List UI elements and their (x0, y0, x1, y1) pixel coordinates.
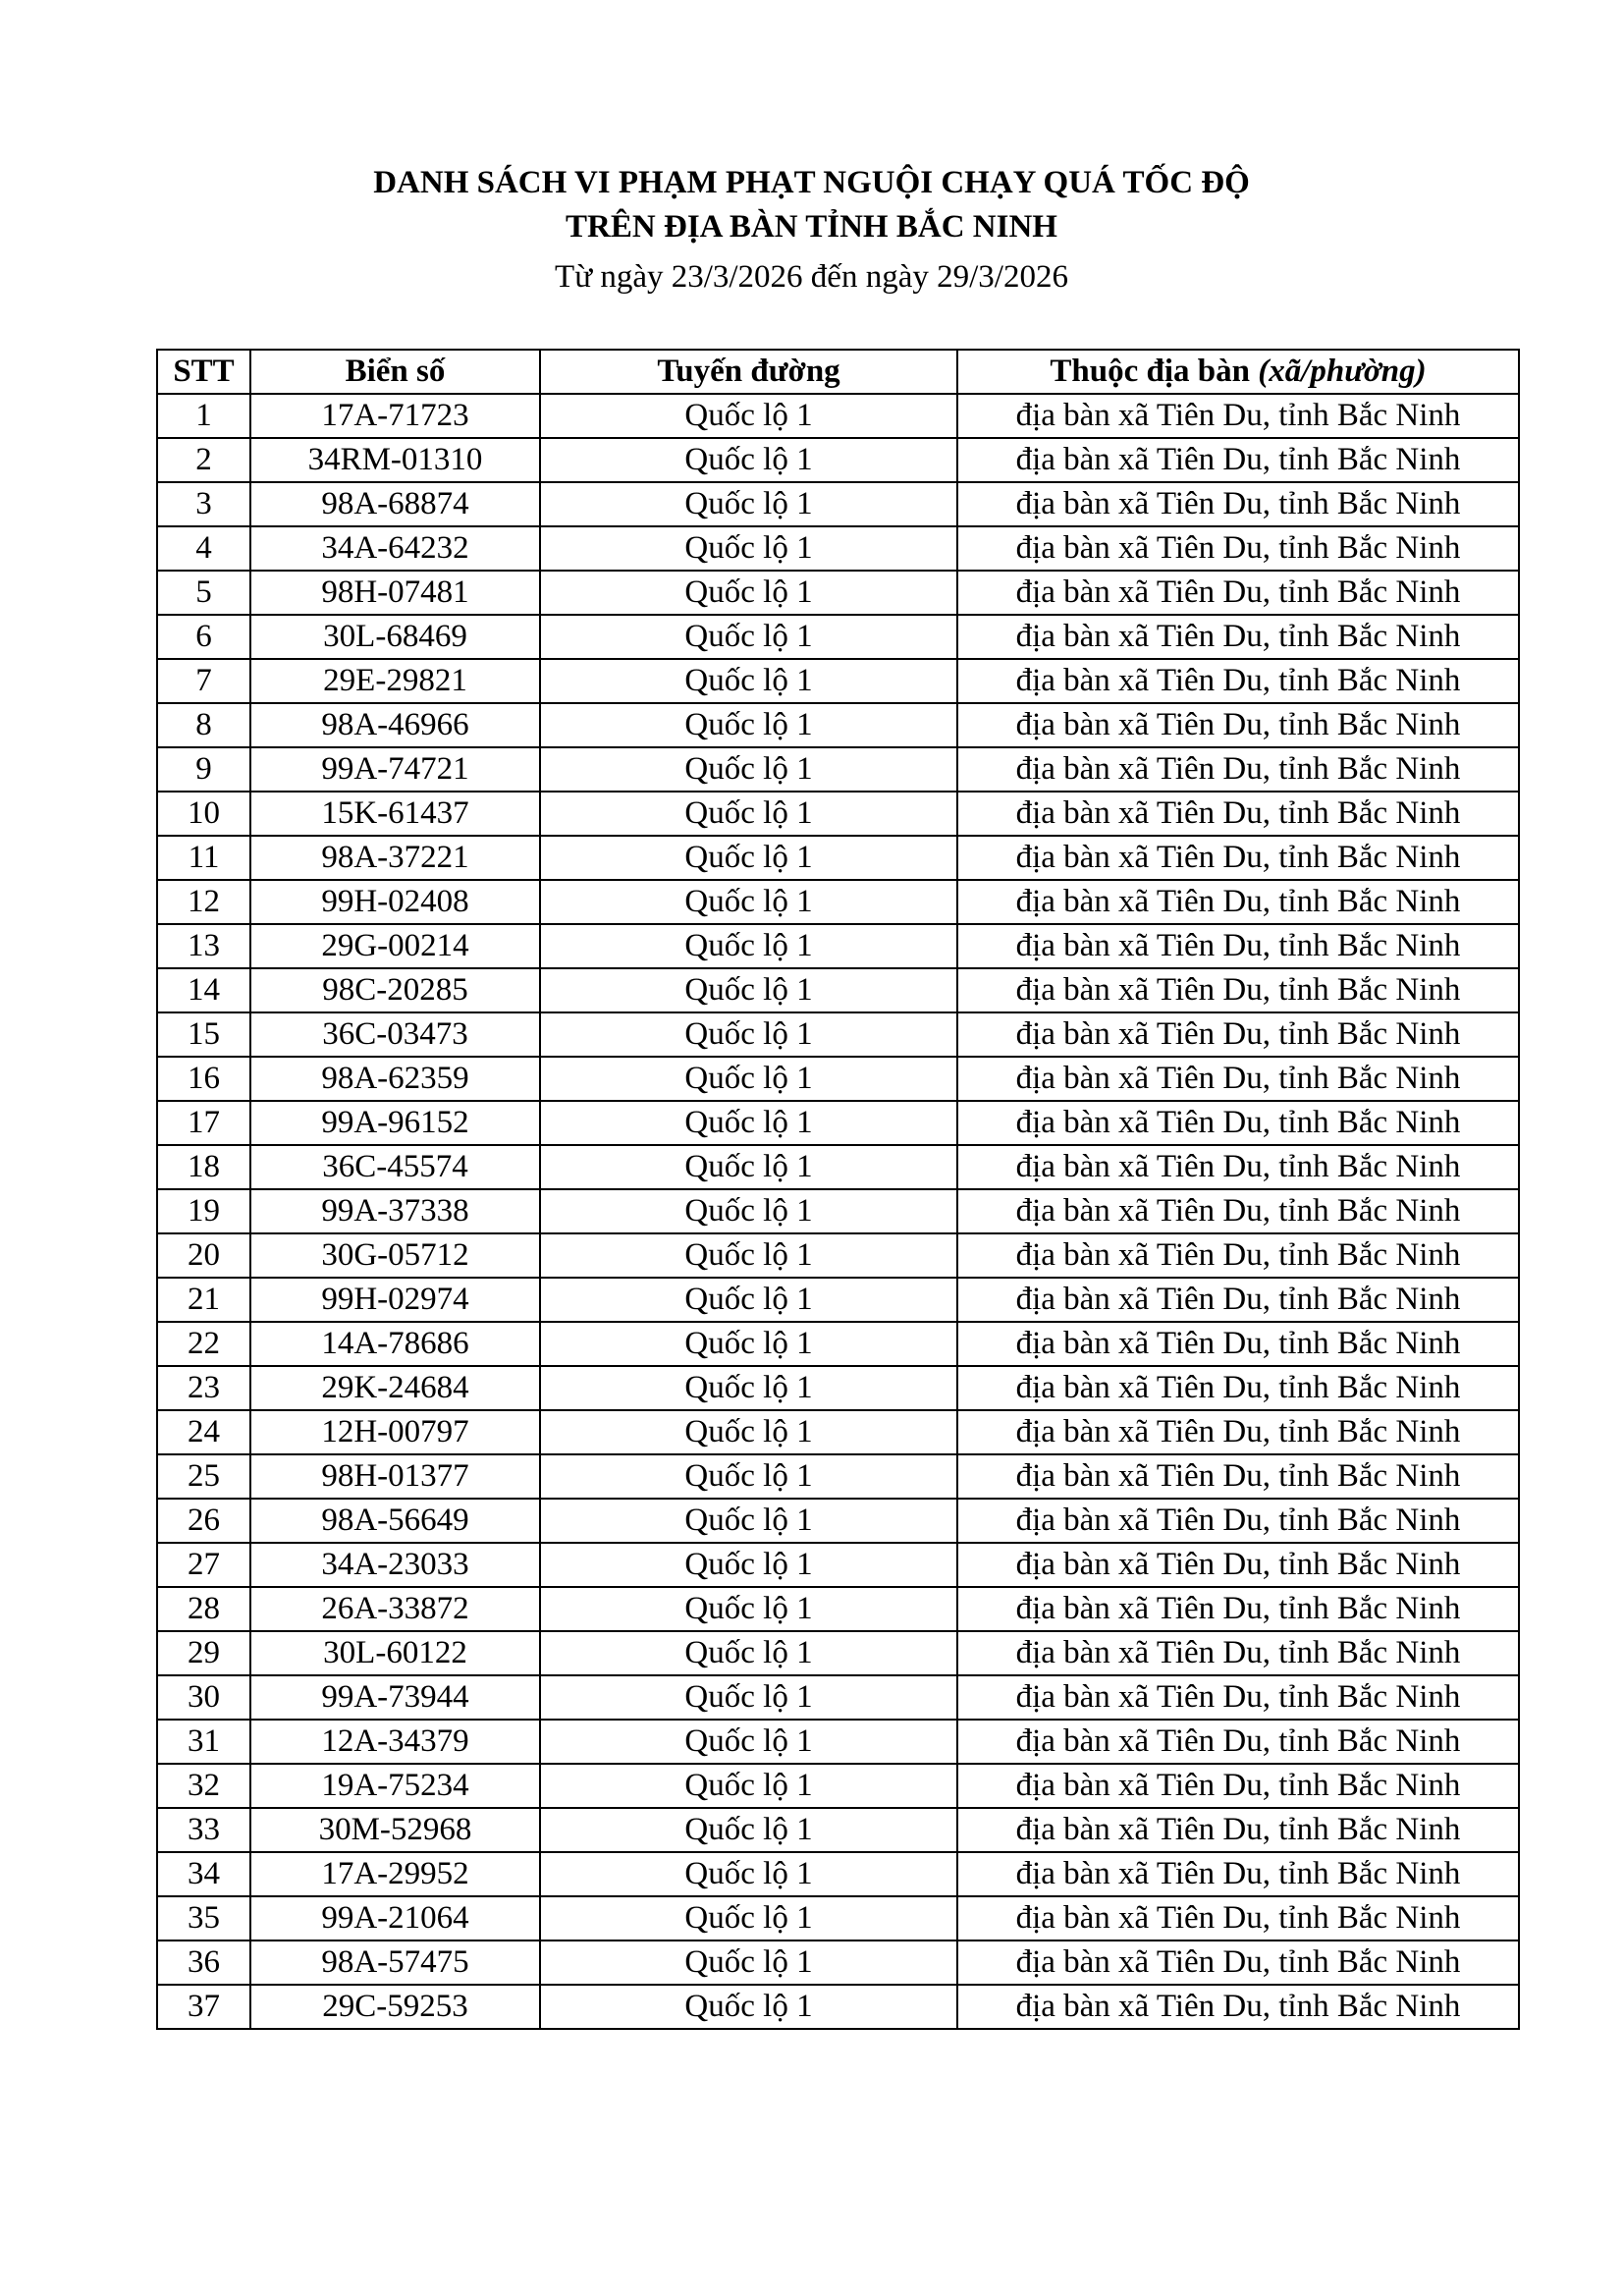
cell-route: Quốc lộ 1 (540, 1101, 957, 1145)
cell-stt: 24 (157, 1410, 250, 1454)
table-row (157, 1720, 1519, 1764)
cell-route: Quốc lộ 1 (540, 482, 957, 526)
cell-route: Quốc lộ 1 (540, 1631, 957, 1675)
table-row (157, 571, 1519, 615)
cell-stt: 6 (157, 615, 250, 659)
cell-area: địa bàn xã Tiên Du, tỉnh Bắc Ninh (957, 571, 1519, 615)
cell-stt: 27 (157, 1543, 250, 1587)
cell-area: địa bàn xã Tiên Du, tỉnh Bắc Ninh (957, 615, 1519, 659)
cell-stt: 35 (157, 1896, 250, 1941)
table-row (157, 659, 1519, 703)
cell-stt: 30 (157, 1675, 250, 1720)
cell-area: địa bàn xã Tiên Du, tỉnh Bắc Ninh (957, 1454, 1519, 1499)
cell-plate: 34A-23033 (250, 1543, 540, 1587)
table-row (157, 1543, 1519, 1587)
table-row (157, 1057, 1519, 1101)
cell-route: Quốc lộ 1 (540, 703, 957, 747)
cell-stt: 28 (157, 1587, 250, 1631)
cell-plate: 12H-00797 (250, 1410, 540, 1454)
cell-area: địa bàn xã Tiên Du, tỉnh Bắc Ninh (957, 1366, 1519, 1410)
document-title-line2: TRÊN ĐỊA BÀN TỈNH BẮC NINH (566, 209, 1057, 245)
header-area-prefix: Thuộc địa bàn (1050, 354, 1259, 389)
cell-area: địa bàn xã Tiên Du, tỉnh Bắc Ninh (957, 1145, 1519, 1189)
header-area (957, 350, 1519, 394)
table-row (157, 482, 1519, 526)
table-row (157, 1145, 1519, 1189)
cell-area: địa bàn xã Tiên Du, tỉnh Bắc Ninh (957, 1808, 1519, 1852)
cell-route: Quốc lộ 1 (540, 1189, 957, 1233)
cell-area: địa bàn xã Tiên Du, tỉnh Bắc Ninh (957, 1543, 1519, 1587)
cell-stt: 34 (157, 1852, 250, 1896)
cell-plate: 17A-71723 (250, 394, 540, 438)
cell-plate: 98H-07481 (250, 571, 540, 615)
cell-route: Quốc lộ 1 (540, 1322, 957, 1366)
cell-stt: 19 (157, 1189, 250, 1233)
cell-plate: 15K-61437 (250, 792, 540, 836)
cell-stt: 2 (157, 438, 250, 482)
cell-stt: 36 (157, 1941, 250, 1985)
table-row (157, 1896, 1519, 1941)
cell-plate: 34RM-01310 (250, 438, 540, 482)
cell-route: Quốc lộ 1 (540, 1012, 957, 1057)
cell-route: Quốc lộ 1 (540, 1543, 957, 1587)
cell-stt: 10 (157, 792, 250, 836)
cell-area: địa bàn xã Tiên Du, tỉnh Bắc Ninh (957, 659, 1519, 703)
cell-plate: 34A-64232 (250, 526, 540, 571)
cell-stt: 29 (157, 1631, 250, 1675)
cell-area: địa bàn xã Tiên Du, tỉnh Bắc Ninh (957, 703, 1519, 747)
cell-route: Quốc lộ 1 (540, 615, 957, 659)
cell-plate: 29G-00214 (250, 924, 540, 968)
table-row (157, 1410, 1519, 1454)
cell-plate: 30M-52968 (250, 1808, 540, 1852)
cell-plate: 26A-33872 (250, 1587, 540, 1631)
table-row (157, 1764, 1519, 1808)
cell-stt: 13 (157, 924, 250, 968)
cell-area: địa bàn xã Tiên Du, tỉnh Bắc Ninh (957, 1675, 1519, 1720)
cell-stt: 22 (157, 1322, 250, 1366)
cell-route: Quốc lộ 1 (540, 1852, 957, 1896)
cell-area: địa bàn xã Tiên Du, tỉnh Bắc Ninh (957, 924, 1519, 968)
cell-area: địa bàn xã Tiên Du, tỉnh Bắc Ninh (957, 482, 1519, 526)
header-stt: STT (157, 350, 250, 394)
cell-route: Quốc lộ 1 (540, 1145, 957, 1189)
cell-stt: 14 (157, 968, 250, 1012)
cell-area: địa bàn xã Tiên Du, tỉnh Bắc Ninh (957, 1278, 1519, 1322)
cell-plate: 98A-57475 (250, 1941, 540, 1985)
cell-plate: 99A-96152 (250, 1101, 540, 1145)
cell-stt: 25 (157, 1454, 250, 1499)
cell-plate: 98A-37221 (250, 836, 540, 880)
cell-route: Quốc lộ 1 (540, 1410, 957, 1454)
cell-stt: 33 (157, 1808, 250, 1852)
cell-route: Quốc lộ 1 (540, 1941, 957, 1985)
table-row (157, 1278, 1519, 1322)
cell-route: Quốc lộ 1 (540, 1675, 957, 1720)
cell-area: địa bàn xã Tiên Du, tỉnh Bắc Ninh (957, 1631, 1519, 1675)
violation-table (156, 349, 1520, 2030)
cell-route: Quốc lộ 1 (540, 747, 957, 792)
table-row (157, 792, 1519, 836)
cell-area: địa bàn xã Tiên Du, tỉnh Bắc Ninh (957, 1720, 1519, 1764)
table-row (157, 1941, 1519, 1985)
table-row (157, 1808, 1519, 1852)
cell-area: địa bàn xã Tiên Du, tỉnh Bắc Ninh (957, 1896, 1519, 1941)
header-route: Tuyến đường (540, 350, 957, 394)
cell-stt: 4 (157, 526, 250, 571)
cell-plate: 99A-21064 (250, 1896, 540, 1941)
cell-stt: 37 (157, 1985, 250, 2029)
cell-plate: 36C-03473 (250, 1012, 540, 1057)
cell-area: địa bàn xã Tiên Du, tỉnh Bắc Ninh (957, 394, 1519, 438)
header-area-italic: (xã/phường) (1258, 354, 1427, 389)
cell-route: Quốc lộ 1 (540, 924, 957, 968)
cell-stt: 11 (157, 836, 250, 880)
cell-area: địa bàn xã Tiên Du, tỉnh Bắc Ninh (957, 792, 1519, 836)
cell-route: Quốc lộ 1 (540, 880, 957, 924)
cell-plate: 98A-62359 (250, 1057, 540, 1101)
table-row (157, 747, 1519, 792)
table-row (157, 1366, 1519, 1410)
cell-stt: 8 (157, 703, 250, 747)
cell-stt: 15 (157, 1012, 250, 1057)
cell-area: địa bàn xã Tiên Du, tỉnh Bắc Ninh (957, 1410, 1519, 1454)
table-row (157, 438, 1519, 482)
cell-plate: 17A-29952 (250, 1852, 540, 1896)
cell-stt: 7 (157, 659, 250, 703)
table-row (157, 1587, 1519, 1631)
cell-route: Quốc lộ 1 (540, 1985, 957, 2029)
document-date-range: Từ ngày 23/3/2026 đến ngày 29/3/2026 (555, 259, 1068, 295)
cell-plate: 30L-60122 (250, 1631, 540, 1675)
cell-plate: 29E-29821 (250, 659, 540, 703)
cell-stt: 21 (157, 1278, 250, 1322)
cell-route: Quốc lộ 1 (540, 659, 957, 703)
cell-route: Quốc lộ 1 (540, 1587, 957, 1631)
cell-route: Quốc lộ 1 (540, 1720, 957, 1764)
cell-stt: 17 (157, 1101, 250, 1145)
cell-route: Quốc lộ 1 (540, 526, 957, 571)
cell-route: Quốc lộ 1 (540, 792, 957, 836)
table-row (157, 1852, 1519, 1896)
cell-route: Quốc lộ 1 (540, 438, 957, 482)
table-row (157, 880, 1519, 924)
cell-stt: 9 (157, 747, 250, 792)
cell-route: Quốc lộ 1 (540, 1278, 957, 1322)
table-row (157, 1322, 1519, 1366)
cell-plate: 99A-73944 (250, 1675, 540, 1720)
cell-route: Quốc lộ 1 (540, 1057, 957, 1101)
cell-plate: 19A-75234 (250, 1764, 540, 1808)
cell-area: địa bàn xã Tiên Du, tỉnh Bắc Ninh (957, 1101, 1519, 1145)
table-row (157, 1985, 1519, 2029)
cell-area: địa bàn xã Tiên Du, tỉnh Bắc Ninh (957, 747, 1519, 792)
header-plate: Biển số (250, 350, 540, 394)
cell-stt: 12 (157, 880, 250, 924)
cell-plate: 30L-68469 (250, 615, 540, 659)
cell-route: Quốc lộ 1 (540, 1808, 957, 1852)
table-header-row (157, 350, 1519, 394)
cell-stt: 23 (157, 1366, 250, 1410)
table-row (157, 526, 1519, 571)
cell-plate: 29K-24684 (250, 1366, 540, 1410)
table-row (157, 703, 1519, 747)
cell-area: địa bàn xã Tiên Du, tỉnh Bắc Ninh (957, 1985, 1519, 2029)
cell-plate: 99H-02974 (250, 1278, 540, 1322)
cell-area: địa bàn xã Tiên Du, tỉnh Bắc Ninh (957, 1012, 1519, 1057)
table-row (157, 1631, 1519, 1675)
document-title-line1: DANH SÁCH VI PHẠM PHẠT NGUỘI CHẠY QUÁ TỐC ĐỘ (373, 165, 1250, 200)
table-row (157, 968, 1519, 1012)
cell-route: Quốc lộ 1 (540, 1454, 957, 1499)
cell-area: địa bàn xã Tiên Du, tỉnh Bắc Ninh (957, 1499, 1519, 1543)
cell-plate: 29C-59253 (250, 1985, 540, 2029)
cell-area: địa bàn xã Tiên Du, tỉnh Bắc Ninh (957, 438, 1519, 482)
cell-plate: 12A-34379 (250, 1720, 540, 1764)
cell-stt: 5 (157, 571, 250, 615)
cell-plate: 99A-37338 (250, 1189, 540, 1233)
cell-route: Quốc lộ 1 (540, 1896, 957, 1941)
cell-stt: 16 (157, 1057, 250, 1101)
table-row (157, 1454, 1519, 1499)
cell-route: Quốc lộ 1 (540, 394, 957, 438)
table-row (157, 1012, 1519, 1057)
cell-area: địa bàn xã Tiên Du, tỉnh Bắc Ninh (957, 1587, 1519, 1631)
cell-area: địa bàn xã Tiên Du, tỉnh Bắc Ninh (957, 968, 1519, 1012)
table-row (157, 1101, 1519, 1145)
cell-area: địa bàn xã Tiên Du, tỉnh Bắc Ninh (957, 1233, 1519, 1278)
table-row (157, 1499, 1519, 1543)
cell-area: địa bàn xã Tiên Du, tỉnh Bắc Ninh (957, 1764, 1519, 1808)
cell-route: Quốc lộ 1 (540, 571, 957, 615)
table-row (157, 924, 1519, 968)
cell-plate: 30G-05712 (250, 1233, 540, 1278)
cell-plate: 98C-20285 (250, 968, 540, 1012)
cell-plate: 98H-01377 (250, 1454, 540, 1499)
cell-stt: 20 (157, 1233, 250, 1278)
cell-plate: 36C-45574 (250, 1145, 540, 1189)
cell-area: địa bàn xã Tiên Du, tỉnh Bắc Ninh (957, 1852, 1519, 1896)
cell-stt: 1 (157, 394, 250, 438)
cell-route: Quốc lộ 1 (540, 1764, 957, 1808)
table-row (157, 1189, 1519, 1233)
cell-route: Quốc lộ 1 (540, 836, 957, 880)
cell-plate: 99H-02408 (250, 880, 540, 924)
cell-area: địa bàn xã Tiên Du, tỉnh Bắc Ninh (957, 526, 1519, 571)
cell-stt: 18 (157, 1145, 250, 1189)
cell-route: Quốc lộ 1 (540, 1233, 957, 1278)
cell-plate: 99A-74721 (250, 747, 540, 792)
cell-route: Quốc lộ 1 (540, 1366, 957, 1410)
table-row (157, 836, 1519, 880)
cell-area: địa bàn xã Tiên Du, tỉnh Bắc Ninh (957, 1189, 1519, 1233)
cell-route: Quốc lộ 1 (540, 1499, 957, 1543)
cell-stt: 31 (157, 1720, 250, 1764)
cell-area: địa bàn xã Tiên Du, tỉnh Bắc Ninh (957, 836, 1519, 880)
cell-area: địa bàn xã Tiên Du, tỉnh Bắc Ninh (957, 1322, 1519, 1366)
cell-stt: 32 (157, 1764, 250, 1808)
table-row (157, 615, 1519, 659)
cell-plate: 14A-78686 (250, 1322, 540, 1366)
cell-stt: 26 (157, 1499, 250, 1543)
cell-plate: 98A-56649 (250, 1499, 540, 1543)
cell-stt: 3 (157, 482, 250, 526)
cell-area: địa bàn xã Tiên Du, tỉnh Bắc Ninh (957, 1941, 1519, 1985)
cell-plate: 98A-68874 (250, 482, 540, 526)
cell-area: địa bàn xã Tiên Du, tỉnh Bắc Ninh (957, 880, 1519, 924)
table-row (157, 1233, 1519, 1278)
table-row (157, 394, 1519, 438)
cell-plate: 98A-46966 (250, 703, 540, 747)
cell-route: Quốc lộ 1 (540, 968, 957, 1012)
cell-area: địa bàn xã Tiên Du, tỉnh Bắc Ninh (957, 1057, 1519, 1101)
table-row (157, 1675, 1519, 1720)
